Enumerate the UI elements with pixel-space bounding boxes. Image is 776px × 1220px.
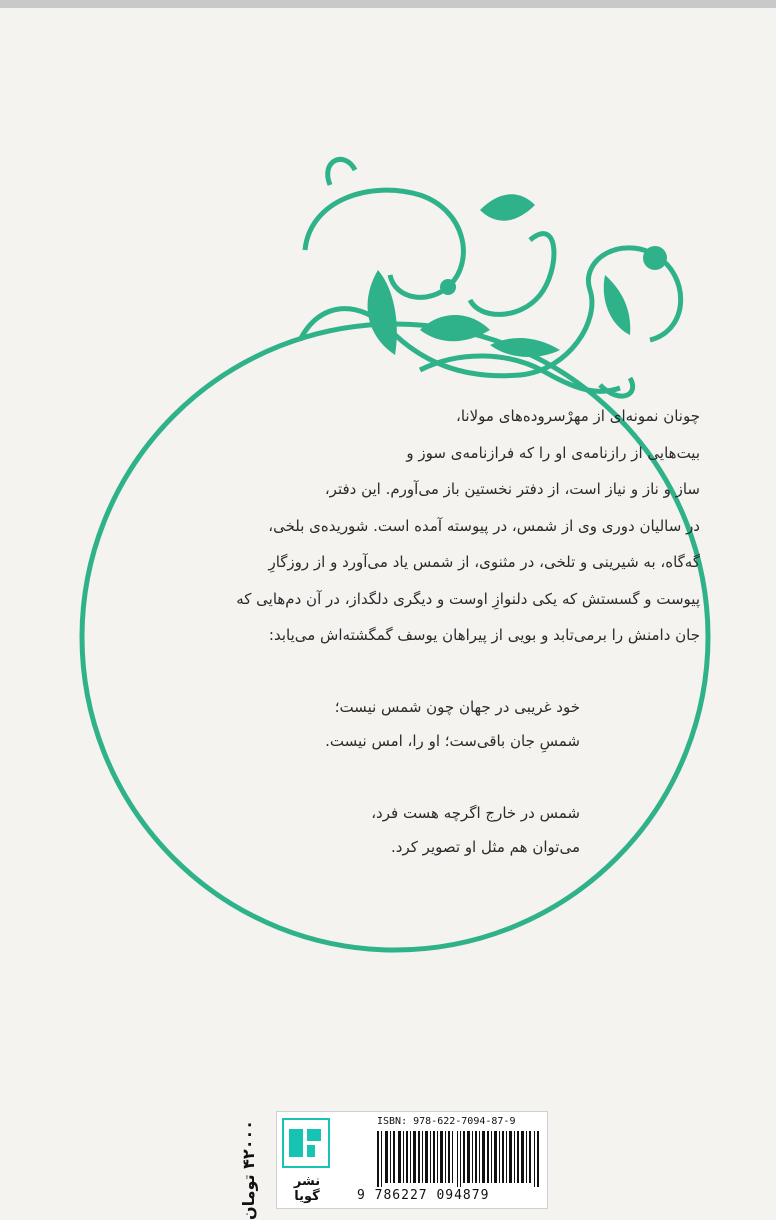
leaf-3: [480, 194, 535, 220]
intro-paragraph: [100, 398, 700, 654]
price-label: ۴۲۰۰۰ تومان: [239, 1120, 258, 1220]
prose-line: گه‌گاه، به شیرینی و تلخی، در مثنوی، از شمس یاد می‌آورد و از روزگارِ: [268, 553, 700, 571]
verse-line: شمس در خارج اگرچه هست فرد،: [371, 804, 580, 822]
publisher-logo-icon: [287, 1123, 325, 1163]
verse-line: خود غریبی در جهان چون شمس نیست؛: [334, 698, 580, 716]
bud-2: [643, 246, 667, 270]
prose-line: بیت‌هایی از رازنامه‌ی او را که فرازنامه‌ی سوز و: [406, 443, 700, 462]
verse-couplet-1: [100, 690, 580, 758]
barcode-digits: 9 786227 094879: [357, 1188, 490, 1203]
leaf-5: [490, 338, 560, 357]
publisher-name: نشر گویا: [293, 1174, 321, 1204]
verse-line: می‌توان هم مثل او تصویر کرد.: [391, 838, 580, 856]
verse-line: شمسِ جان باقی‌ست؛ او را، امس نیست.: [325, 732, 580, 750]
prose-line: در سالیان دوری وی از شمس، در پیوسته آمده است. شوریده‌ی بلخی،: [268, 516, 700, 535]
barcode-bars: [377, 1131, 543, 1187]
verse-couplet-2: [100, 796, 580, 864]
publisher-logo: [282, 1118, 330, 1168]
prose-line: ساز و ناز و نیاز است، از دفتر نخستین باز می‌آورم. این دفتر،: [324, 480, 700, 498]
prose-line: چونان نمونه‌ای از مهرْسروده‌های مولانا،: [456, 407, 700, 425]
vine-top-loop: [328, 159, 355, 185]
prose-line: پیوست و گسستش که یکی دلنوازِ اوست و دیگری دلگداز، در آن دم‌هایی که: [236, 589, 700, 608]
prose-line: جان دامنش را برمی‌تابد و بویی از پیراهان یوسف گمگشته‌اش می‌یابد:: [268, 626, 700, 644]
isbn-text: ISBN: 978-622-7094-87-9: [377, 1116, 516, 1127]
vine-right-loop: [470, 234, 554, 315]
leaf-4: [604, 275, 631, 335]
bud-3: [440, 279, 456, 295]
bud-1: [376, 306, 394, 324]
barcode-label: [276, 1111, 548, 1209]
